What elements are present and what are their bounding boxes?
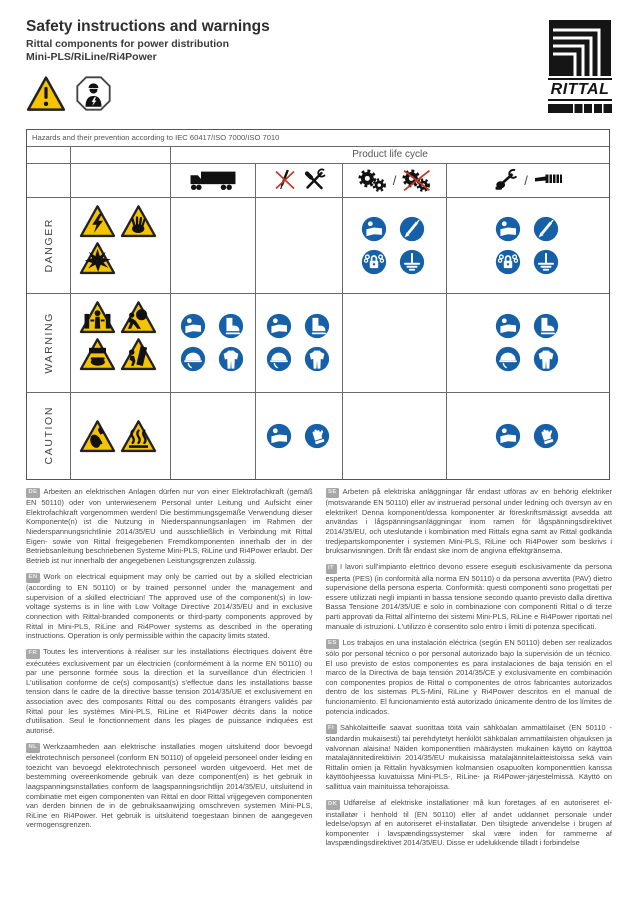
lang-badge-en: EN [26,573,40,583]
caution-maintenance-cell [446,392,609,479]
tool-crossed-red-icon [273,168,297,192]
hand-shock-icon [120,204,157,238]
gears-crossed-red-icon [401,168,432,193]
caution-assembly-cell [255,392,342,479]
tipping-object-icon [120,337,157,371]
warning-assembly-cell [255,293,342,392]
truck-icon [187,169,239,192]
lang-text-es: Los trabajos en una instalación eléctrica (según EN 50110) deben ser realizados sólo por personal técnico o por personal autorizado bajo la supervisión de un técnico. El uso previsto de estos componentes es para instalaciones de baja tensión en el marco de la Directiva de baja tensión 2014/35/CE y exclusivamente en combinación con componentes propios de Rittal o componentes de otros fabricantes autorizados dentro de los sistemas PLS-Mini, RiLine y Ri4Power descritos en el manual de funcionamiento. El funcionamiento está autorizado únicamente dentro de los límites de potencia indicados. [325,637,612,716]
hazards-table [26,129,610,480]
row-label-warning: WARNING [27,293,70,392]
warning-operation-cell [342,293,446,392]
protective-gloves-icon [533,423,559,449]
lifecycle-maintenance-cell [446,163,609,197]
lockout-icon [361,249,387,275]
lang-paragraph-es [326,638,613,717]
caution-hazard-icons [70,392,170,479]
page-header [26,18,612,113]
lang-paragraph-se [326,487,613,556]
danger-assembly-cell [255,197,342,293]
explosion-icon [79,241,116,275]
safety-boots-icon [218,313,244,339]
lang-text-nl: Werkzaamheden aan elektrische installaties mogen uitsluitend door bevoegd elektrotechnisch personeel (conform EN 50110) of opgeleid personeel onder leiding en toezicht van bevoegd elektrotechnisch personeel worden uitgevoerd. Het met de bestemming overeenkomende gebruik van deze component(en) is het gebruik in laagspanningsinstallaties conform de laagspanningsrichtlijn 2014/35/EU, uitsluitend in combinatie met eigen componenten van Rittal en door Rittal vrijgegeven componenten van derden binnen de in de gebruiksaanwijzing omschreven systemen Mini-PLS, RiLine en Ri4Power. Het gebruik is uitsluitend toegestaan binnen de aangegeven vermogensgrenzen. [26,741,313,830]
lang-paragraph-it [326,562,613,631]
read-manual-icon [180,313,206,339]
empty-cell [27,146,70,163]
wrench-hand-icon [492,168,519,192]
warning-hazard-icons [70,293,170,392]
row-label-danger: DANGER [27,197,70,293]
safety-boots-icon [533,313,559,339]
header-safety-icons [26,75,270,112]
skilled-electrician-icon [75,75,112,112]
general-warning-icon [26,75,66,112]
lang-text-dk: Udførelse af elektriske installationer må kun foretages af en autoriseret el-installatør i henhold til (EN 50110) eller af andet uddannet personale under ledelse/opsyn af en autoriseret el-installatør. Den tilsigtede anvendelse i brugen af komponenter i lavspændingssystemer skal være inden for rammerne af lavspændingsdirektivet 2014/35/EU. Disse er udelukkende tilladt i forbindelse [325,798,612,848]
danger-operation-cell [342,197,446,293]
test-voltage-icon [533,216,559,242]
read-manual-icon [361,216,387,242]
rittal-logo-bar [548,104,612,113]
lang-paragraph-fr [26,647,313,735]
brush-icon [533,169,564,191]
earth-ground-icon [533,249,559,275]
protective-clothing-icon [218,346,244,372]
title-block [26,18,270,112]
lang-paragraph-dk [326,798,613,848]
empty-cell [27,163,70,197]
page-subtitle-product: Rittal components for power distribution [26,38,229,50]
protective-clothing-icon [533,346,559,372]
electric-shock-icon [79,204,116,238]
lifecycle-assembly-cell [255,163,342,197]
lang-text-fr: Toutes les interventions à réaliser sur les installations électriques doivent être exécutées exclusivement par un électricien (conformément à la norme EN 50110) ou par une personne formée sous la direction et la surveillance d'un électricien ! L'utilisation conforme de ce(s) composant(s) s'effectue dans les installations basse tension dans le cadre de la directive basse tension 2014/35/UE et exclusivement en association avec des composants Rittal ou des composants étrangers validés par Rittal pour les systèmes Mini-PLS, RiLine et Ri4Power décrits dans la notice d'utilisation. Seul le fonctionnement dans les plages de puissance indiquées est autorisé. [26,647,313,735]
lang-text-se: Arbeten på elektriska anläggningar får endast utföras av en behörig elektriker (motsvarande EN 50110) eller av instruerad personal under ledning och översyn av en elektriker! Denna komponent/dessa komponenter är föreskriftsmässigt avsedda att användas i lågspänningsanläggningar inom ramen för lågspänningsdirektivet 2014/35/EU, och uteslutande i kombination med Rittals egna samt av Rittal godkända tredjepartskomponenter i systemen Mini-PLS, RiLine och Ri4Power som beskrivs i bruksanvisningen. Drift får endast ske inom de angivna effektgränserna. [325,486,612,556]
lifecycle-operation-cell [342,163,446,197]
lang-badge-dk: DK [326,800,340,810]
protective-clothing-icon [304,346,330,372]
gears-icon [357,168,388,193]
text-column-left [26,487,313,855]
safety-helmet-icon [495,346,521,372]
multilingual-text-section [26,487,612,855]
hand-crush-icon [79,337,116,371]
lang-badge-fi: FI [326,724,337,734]
warning-maintenance-cell [446,293,609,392]
lang-badge-se: SE [326,488,340,498]
rittal-logo [548,20,612,113]
earth-ground-icon [399,249,425,275]
product-life-cycle-header: Product life cycle [170,146,609,163]
row-label-caution: CAUTION [27,392,70,479]
lang-paragraph-nl [26,742,313,830]
lang-paragraph-fi [326,723,613,792]
hot-surface-icon [120,419,157,453]
lang-paragraph-en [26,572,313,641]
safety-helmet-icon [180,346,206,372]
lang-paragraph-de [26,487,313,566]
caution-transport-cell [170,392,255,479]
read-manual-icon [495,423,521,449]
lang-badge-nl: NL [26,743,40,753]
warning-transport-cell [170,293,255,392]
read-manual-icon [266,423,292,449]
lang-text-en: Work on electrical equipment may only be carried out by a skilled electrician (according to EN 50110) or by trained personnel under the management and supervision of a skilled electrician! The approved use of the component(s) in low-voltage systems is in line with Low Voltage Directive 2014/35/EU and in exclusive connection with Rittal-branded components or third-party components approved by Rittal in Mini-PLS, RiLine and Ri4Power systems as described in the operating instructions. Operation is only permissible within the capacity limits stated. [26,571,313,641]
caution-operation-cell [342,392,446,479]
protective-gloves-icon [304,423,330,449]
lockout-icon [495,249,521,275]
lang-text-de: Arbeiten an elektrischen Anlagen dürfen nur von einer Elektrofachkraft (gemäß EN 50110) oder von unterwiesenem Personal unter Leitung und Aufsicht einer Elektrofachkraft vorgenommen werden! Die bestimmungsgemäße Verwendung dieser Komponente(n) ist die Nutzung in Niederspannungsanlagen im Rahmen der Niederspannungsrichtlinie 2014/35/EU und ausschließlich in Verbindung mit Rittal Eigen- sowie von Rittal freigegebenen Fremdkomponenten innerhalb der in der Betriebsanleitung beschriebenen Systeme Mini-PLS, RiLine und Ri4Power erlaubt. Der Betrieb ist nur innerhalb der angegebenen Leistungsgrenzen zulässig. [26,486,313,565]
separator-slash: / [392,172,397,188]
separator-slash: / [524,172,528,188]
danger-maintenance-cell [446,197,609,293]
lang-badge-de: DE [26,488,40,498]
lang-badge-it: IT [326,564,337,574]
heavy-load-icon [120,300,157,334]
empty-cell [70,163,170,197]
page-title: Safety instructions and warnings [26,18,270,35]
lang-text-it: I lavori sull'impianto elettrico devono essere eseguiti esclusivamente da persona esperta (PES) (in conformità alla norma EN 50110) o da persona avvertita (PAV) dietro supervisione della persona esperta. Conformità: questi componenti sono progettati per essere utilizzati negli impianti in bassa tensione secondo quanto previsto dalla direttiva Bassa Tensione 2014/35/UE e solo in combinazione con componenti Rittal o di terze parti approvati da Rittal all'interno dei sistemi Mini-PLS, RiLine e Ri4Power riportati nel manuale di istruzioni. L'utilizzo è consentito solo entro i limiti di potenza specificati. [325,562,612,631]
read-manual-icon [495,216,521,242]
hand-injury-icon [79,419,116,453]
crush-body-icon [79,300,116,334]
lang-badge-fr: FR [26,649,40,659]
read-manual-icon [266,313,292,339]
table-caption: Hazards and their prevention according to IEC 60417/ISO 7000/ISO 7010 [32,132,280,142]
safety-helmet-icon [266,346,292,372]
lifecycle-transport-cell [170,163,255,197]
rittal-logo-mark [549,20,611,76]
danger-transport-cell [170,197,255,293]
crossed-tools-icon [302,168,326,192]
page-subtitle-systems: Mini-PLS/RiLine/Ri4Power [26,51,157,63]
empty-cell [70,146,170,163]
danger-hazard-icons [70,197,170,293]
read-manual-icon [495,313,521,339]
test-voltage-icon [399,216,425,242]
safety-boots-icon [304,313,330,339]
text-column-right [326,487,613,855]
rittal-logo-text: RITTAL [548,78,612,101]
lang-text-fi: Sähkölaitteille saavat suorittaa töitä vain sähköalan ammattilaiset (EN 50110 -standardin mukaisesti) tai perehdytetyt henkilöt sähköalan ammattilaisten ohjauksen ja valvonnan alaisina! Näiden komponenttien määräysten mukainen käyttö on käyttöä matalajännitedirektiivin 2014/35/EU mukaisissa matalajännitelaitteistoissa sekä vain Rittalin omien ja Rittalin hyväksymien kolmansien osapuolten komponenttien kanssa käyttöohjeessa kuvatuissa Mini-PLS-, RiLine- ja Ri4Power-järjestelmissä. Käyttö on sallittua vain mainituissa tehorajoissa. [325,722,612,791]
lang-badge-es: ES [326,639,340,649]
